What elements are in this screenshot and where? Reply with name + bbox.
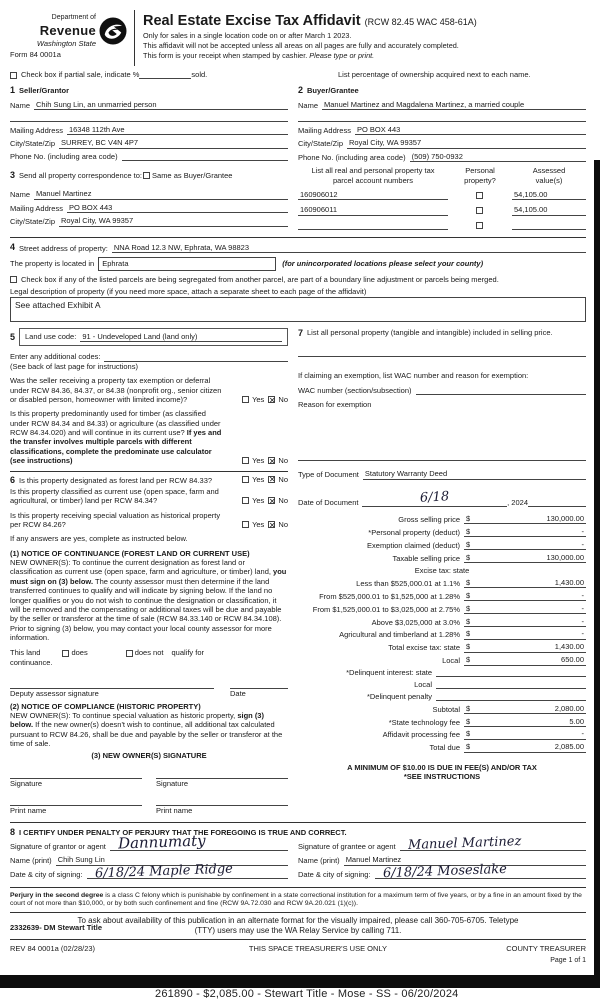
section-4-number: 4 [10,242,16,252]
does-checkbox [62,650,69,657]
buyer-name-field: Manuel Martinez and Magdalena Martinez, a married couple [322,100,586,110]
buyer-mailing-label: Mailing Address [298,126,351,135]
title-rcw-reference: (RCW 82.45 WAC 458-61A) [364,17,477,27]
rev-form-number: REV 84 0001a (02/28/23) [10,943,96,953]
assessed-value: 54,105.00 [512,205,586,215]
excise-tax-table: Gross selling price $ 130,000.00 *Personal property (deduct) $ - Exemption claimed (deduct) $ - Taxable selling price $ 130,000.00 Excise tax: state Less than $525,000.01 at 1.1% $ 1,430.00 From $525,000.01 to $1,525,000 at 1.28% $ - From $1,525,000.01 to $3,025,000 at 2.75% $ - Above $3,025,000 at 3.0% $ - Agricultural and timberland at 1.28% $ - Total excise tax: state $ 1,430.00 Local $ 650.00 *Delinquent interest: state Local *Delinquent penalty Subtotal $ 2,080.00 *State technology fee $ 5.00 Affidavit processing fee $ - Total due $ 2,085.00 [312,514,584,753]
footer-row [10,944,586,953]
property-section [10,242,586,322]
parcel-table [298,162,586,230]
alternate-format-note: To ask about availability of this publication in an alternate format for the visually impaired, please call 360-705-6705. Teletype (TTY) users may use the WA Relay Service by calling 711. 2332639- DM Stewart Title [10,915,519,935]
scan-edge-bottom [0,975,600,988]
correspondence-csz-label: City/State/Zip [10,217,56,227]
seller-name-field: Chih Sung Lin, an unmarried person [34,100,288,110]
same-as-buyer-label: Same as Buyer/Grantee [152,171,233,181]
notice-of-compliance: (2) NOTICE OF COMPLIANCE (HISTORIC PROPERTY) NEW OWNER(S): To continue special valuation as historic property, sign (3) below. If the new owner(s) doesn't wish to continue, all additional tax calculated pursuant to RCW 84.26, shall be due and payable by the seller or transferor at the time of sale. [10,701,283,748]
seller-csz-field: SURREY, BC V4N 4P7 [59,138,288,148]
grantee-date-city-field [375,861,586,881]
agency-logo-block [10,6,128,60]
yes-checkbox [242,396,249,403]
treasurer-use-label: THIS SPACE TREASURER'S USE ONLY [248,943,388,953]
buyer-csz-label: City/State/Zip [298,139,344,149]
personal-property-checkbox [476,222,483,229]
parcel-table-header: List all real and personal property tax parcel account numbers Personal property? Assessed value(s) [311,166,566,185]
section-3-number: 3 [10,170,16,181]
grantee-signature-label: Signature of grantee or agent [298,841,396,851]
seller-mailing-field: 16348 112th Ave [67,125,288,135]
correspondence-mailing-field: PO BOX 443 [67,203,288,213]
page-indicator: Page 1 of 1 [550,957,586,965]
deputy-assessor-row [10,679,288,698]
new-owner-print-name-field [10,796,142,806]
parcel-number: 160906011 [298,205,448,215]
correspondence-section [10,162,288,230]
buyer-phone-field: (509) 750-0932 [410,152,586,162]
additional-codes-label: Enter any additional codes: [10,352,101,362]
parcel-row [298,205,586,215]
land-use-code-label: Land use code: [25,332,77,341]
historical-property-question: Is this property receiving special valuation as historical property per RCW 84.26? Yes ✕ No [10,511,288,530]
buyer-name-overflow-field [298,113,586,122]
same-as-buyer-checkbox [143,172,150,179]
new-owner-signature-field [10,769,142,779]
form-number: Form 84 0001a [10,50,61,60]
legal-description-label: Legal description of property (if you need more space, attach a separate sheet to each page of the affidavit) [10,287,367,296]
header-note-3: This form is your receipt when stamped by cashier. Please type or print. [143,51,375,61]
partial-sale-row [10,70,298,79]
see-instructions-note: *SEE INSTRUCTIONS [403,772,481,781]
wac-number-label: WAC number (section/subsection) [298,385,412,395]
doc-type-field: Statutory Warranty Deed [363,469,586,479]
new-owner-print-name-field [156,796,288,806]
correspondence-label: Send all property correspondence to: [19,171,143,181]
stamp-line-2: 261890 - $2,085.00 - Stewart Title - Mose - SS - 06/20/2024 [155,987,459,1000]
yes-checkbox [242,497,249,504]
new-owner-signature-block [10,769,288,816]
personal-property-section [298,328,586,339]
deputy-assessor-signature-field [10,679,214,689]
grantor-date-city-field [87,861,288,882]
personal-property-field [298,347,586,357]
revenue-wordmark: Revenue [39,22,96,38]
seller-csz-label: City/State/Zip [10,139,56,149]
buyer-section [298,81,586,162]
page-title: Real Estate Excise Tax Affidavit [143,13,361,29]
continuance-label: continuance. [10,657,53,667]
sold-label: sold. [191,70,208,79]
section-7-number: 7 [298,328,304,338]
grantee-print-name-field: Manuel Martinez [344,855,586,865]
grantor-print-name-field: Chih Sung Lin [56,855,288,865]
exemption-deferral-question: Was the seller receiving a property tax exemption or deferral under RCW 84.36, 84.37, or 84.38 (nonprofit org., senior citizen or disabled person, homeowner with limited income)? Yes ✕ No [10,376,288,404]
assessed-value: 54,105.00 [512,190,586,200]
new-owners-signature-title: (3) NEW OWNER(S) SIGNATURE [91,751,207,761]
doc-date-handwriting: 6/18 [419,488,450,506]
yes-checkbox [242,457,249,464]
partial-sale-percent-field [139,70,191,79]
new-owner-signature-field [156,769,288,779]
grantor-print-name-label: Name (print) [10,856,52,866]
see-back-note: (See back of last page for instructions) [10,361,138,371]
signature-label: Signature [10,778,43,788]
seller-name-label: Name [10,100,31,110]
yes-checkbox [242,521,249,528]
grantor-signature-field [110,831,288,853]
parcel-row [298,190,586,200]
dept-of-label: Department of [51,14,96,21]
revenue-logo-icon [98,16,128,46]
personal-property-checkbox [476,207,483,214]
signature-label: Signature [156,778,189,788]
wa-state-label: Washington State [36,39,96,48]
seller-title: Seller/Grantor [19,86,70,96]
correspondence-mailing-label: Mailing Address [10,203,63,213]
if-yes-note: If any answers are yes, complete as instructed below. [10,534,188,544]
yes-checkbox [242,476,249,483]
deputy-assessor-label: Deputy assessor signature [10,689,99,699]
print-name-label: Print name [10,806,47,816]
does-not-checkbox [126,650,133,657]
land-use-section [10,328,288,346]
minimum-due-note: A MINIMUM OF $10.00 IS DUE IN FEE(S) AND/OR TAX [347,762,537,772]
located-in-field: Ephrata [98,257,276,270]
doc-type-label: Type of Document [298,470,359,480]
notice-of-continuance: (1) NOTICE OF CONTINUANCE (FOREST LAND OR CURRENT USE) NEW OWNER(S): To continue the current designation as forest land or classification as current use (open space, farm and agriculture, or timber) land, you must sign on (3) below. The county assessor must then determine if the land transferred continues to qualify and will indicate by signing below. If the land no longer qualifies or you do not wish to continue the designation or classification, it will be removed and the compensating or additional taxes will be due and payable by the seller or transferor at the time of sale (RCW 84.33.140 or RCW 84.34.108). Prior to signing (3) below, you may contact your local county assessor for more information. [10,548,287,642]
buyer-name-label: Name [298,100,319,110]
seller-section [10,81,288,162]
certify-statement: I CERTIFY UNDER PENALTY OF PERJURY THAT THE FOREGOING IS TRUE AND CORRECT. [19,827,347,837]
wac-number-field [416,386,586,395]
section-1-number: 1 [10,85,16,96]
buyer-mailing-field: PO BOX 443 [355,125,586,135]
assessed-value [512,221,586,230]
section-5-number: 5 [10,331,16,342]
grantor-signature-handwriting: Dannumaty [117,831,206,853]
no-checkbox [268,476,275,483]
section-8-number: 8 [10,826,16,837]
ownership-note: List percentage of ownership acquired next to each name. [338,70,531,79]
grantor-date-city-label: Date & city of signing: [10,869,83,879]
seller-mailing-label: Mailing Address [10,126,63,135]
no-checkbox [268,396,275,403]
located-in-label: The property is located in [10,259,95,269]
personal-property-text: List all personal property (tangible and intangible) included in selling price. [307,328,553,337]
certification-section [10,826,586,882]
escrow-stamp-small: 2332639- DM Stewart Title [10,922,102,932]
doc-date-field [362,490,507,507]
grantee-signature-field [400,833,586,853]
personal-property-checkbox [476,192,483,199]
doc-date-year: , 2024 [507,497,528,507]
segregated-checkbox [10,276,17,283]
section-2-number: 2 [298,85,304,96]
form-header [10,6,586,66]
partial-sale-label: Check box if partial sale, indicate % [21,70,140,79]
land-use-code-field: 91 - Undeveloped Land (land only) [80,332,282,342]
additional-codes-field [104,353,288,362]
correspondence-name-label: Name [10,190,31,200]
county-treasurer-label: COUNTY TREASURER [506,943,586,953]
header-note-1: Only for sales in a single location code on or after March 1 2023. [143,31,352,41]
section-6-number: 6 [10,474,16,485]
buyer-phone-label: Phone No. (including area code) [298,152,406,162]
reason-for-exemption-label: Reason for exemption [298,400,372,409]
no-checkbox [268,497,275,504]
partial-sale-checkbox [10,72,17,79]
forest-land-question: 6 Is this property designated as forest land per RCW 84.33? Yes ✕ No [10,475,288,486]
timber-agriculture-question: Is this property predominantly used for timber (as classified under RCW 84.34 and 84.33) or agriculture (as classified under RCW 84.34.020) and will continue in its current use? If yes and the transfer involves multiple parcels with different classifications, complete the predominate use calculator (see instructions) Yes ✕ No [10,409,288,465]
parcel-row [298,221,586,230]
no-checkbox [268,521,275,528]
street-address-label: Street address of property: [19,243,108,253]
parcel-number: 160906012 [298,190,448,200]
segregated-label: Check box if any of the listed parcels are being segregated from another parcel, are part of a boundary line adjustment or parcels being merged. [21,274,499,284]
parcel-number [298,221,448,230]
excise-tax-state-header: Excise tax: state [414,566,470,575]
correspondence-name-field: Manuel Martinez [34,189,288,199]
wac-intro: If claiming an exemption, list WAC number and reason for exemption: [298,371,529,381]
seller-phone-label: Phone No. (including area code) [10,151,118,161]
grantee-date-city-label: Date & city of signing: [298,869,371,879]
grantee-print-name-label: Name (print) [298,856,340,866]
buyer-csz-field: Royal City, WA 99357 [347,138,586,148]
buyer-title: Buyer/Grantee [307,86,359,96]
correspondence-csz-field: Royal City, WA 99357 [59,216,288,226]
doc-date-tail-line [528,498,586,507]
street-address-field: NNA Road 12.3 NW, Ephrata, WA 98823 [112,243,586,253]
land-qualify-row: This land does does not qualify for [10,648,205,658]
unincorporated-note: (for unincorporated locations please select your county) [282,259,484,269]
seller-name-overflow-field [10,113,288,122]
grantee-date-handwriting: 6/18/24 Moseslake [382,861,507,881]
scan-edge-right [594,160,600,975]
header-note-2: This affidavit will not be accepted unless all areas on all pages are fully and accurately completed. [143,41,459,51]
grantee-signature-handwriting: Manuel Martinez [407,833,522,853]
legal-description-field: See attached Exhibit A [10,297,586,322]
deputy-date-label: Date [230,689,246,699]
reason-field [298,451,586,461]
perjury-statement: Perjury in the second degree is a class C felony which is punishable by confinement in a state correctional institution for a maximum term of five years, or by a fine in an amount fixed by the court of not more than $10,000, or by both such confinement and fine (RCW 9A.72.030 and RCW 9A.20.021 (1)(c)). [10,891,582,908]
no-checkbox [268,457,275,464]
header-divider [134,10,135,66]
deputy-date-field [230,679,288,689]
print-name-label: Print name [156,806,193,816]
current-use-question: Is this property classified as current use (open space, farm and agricultural, or timber) land per RCW 84.34? Yes ✕ No [10,487,288,506]
doc-date-label: Date of Document [298,497,359,507]
grantor-signature-label: Signature of grantor or agent [10,841,106,851]
grantor-date-handwriting: 6/18/24 Maple Ridge [94,861,233,882]
seller-phone-field [122,152,288,161]
